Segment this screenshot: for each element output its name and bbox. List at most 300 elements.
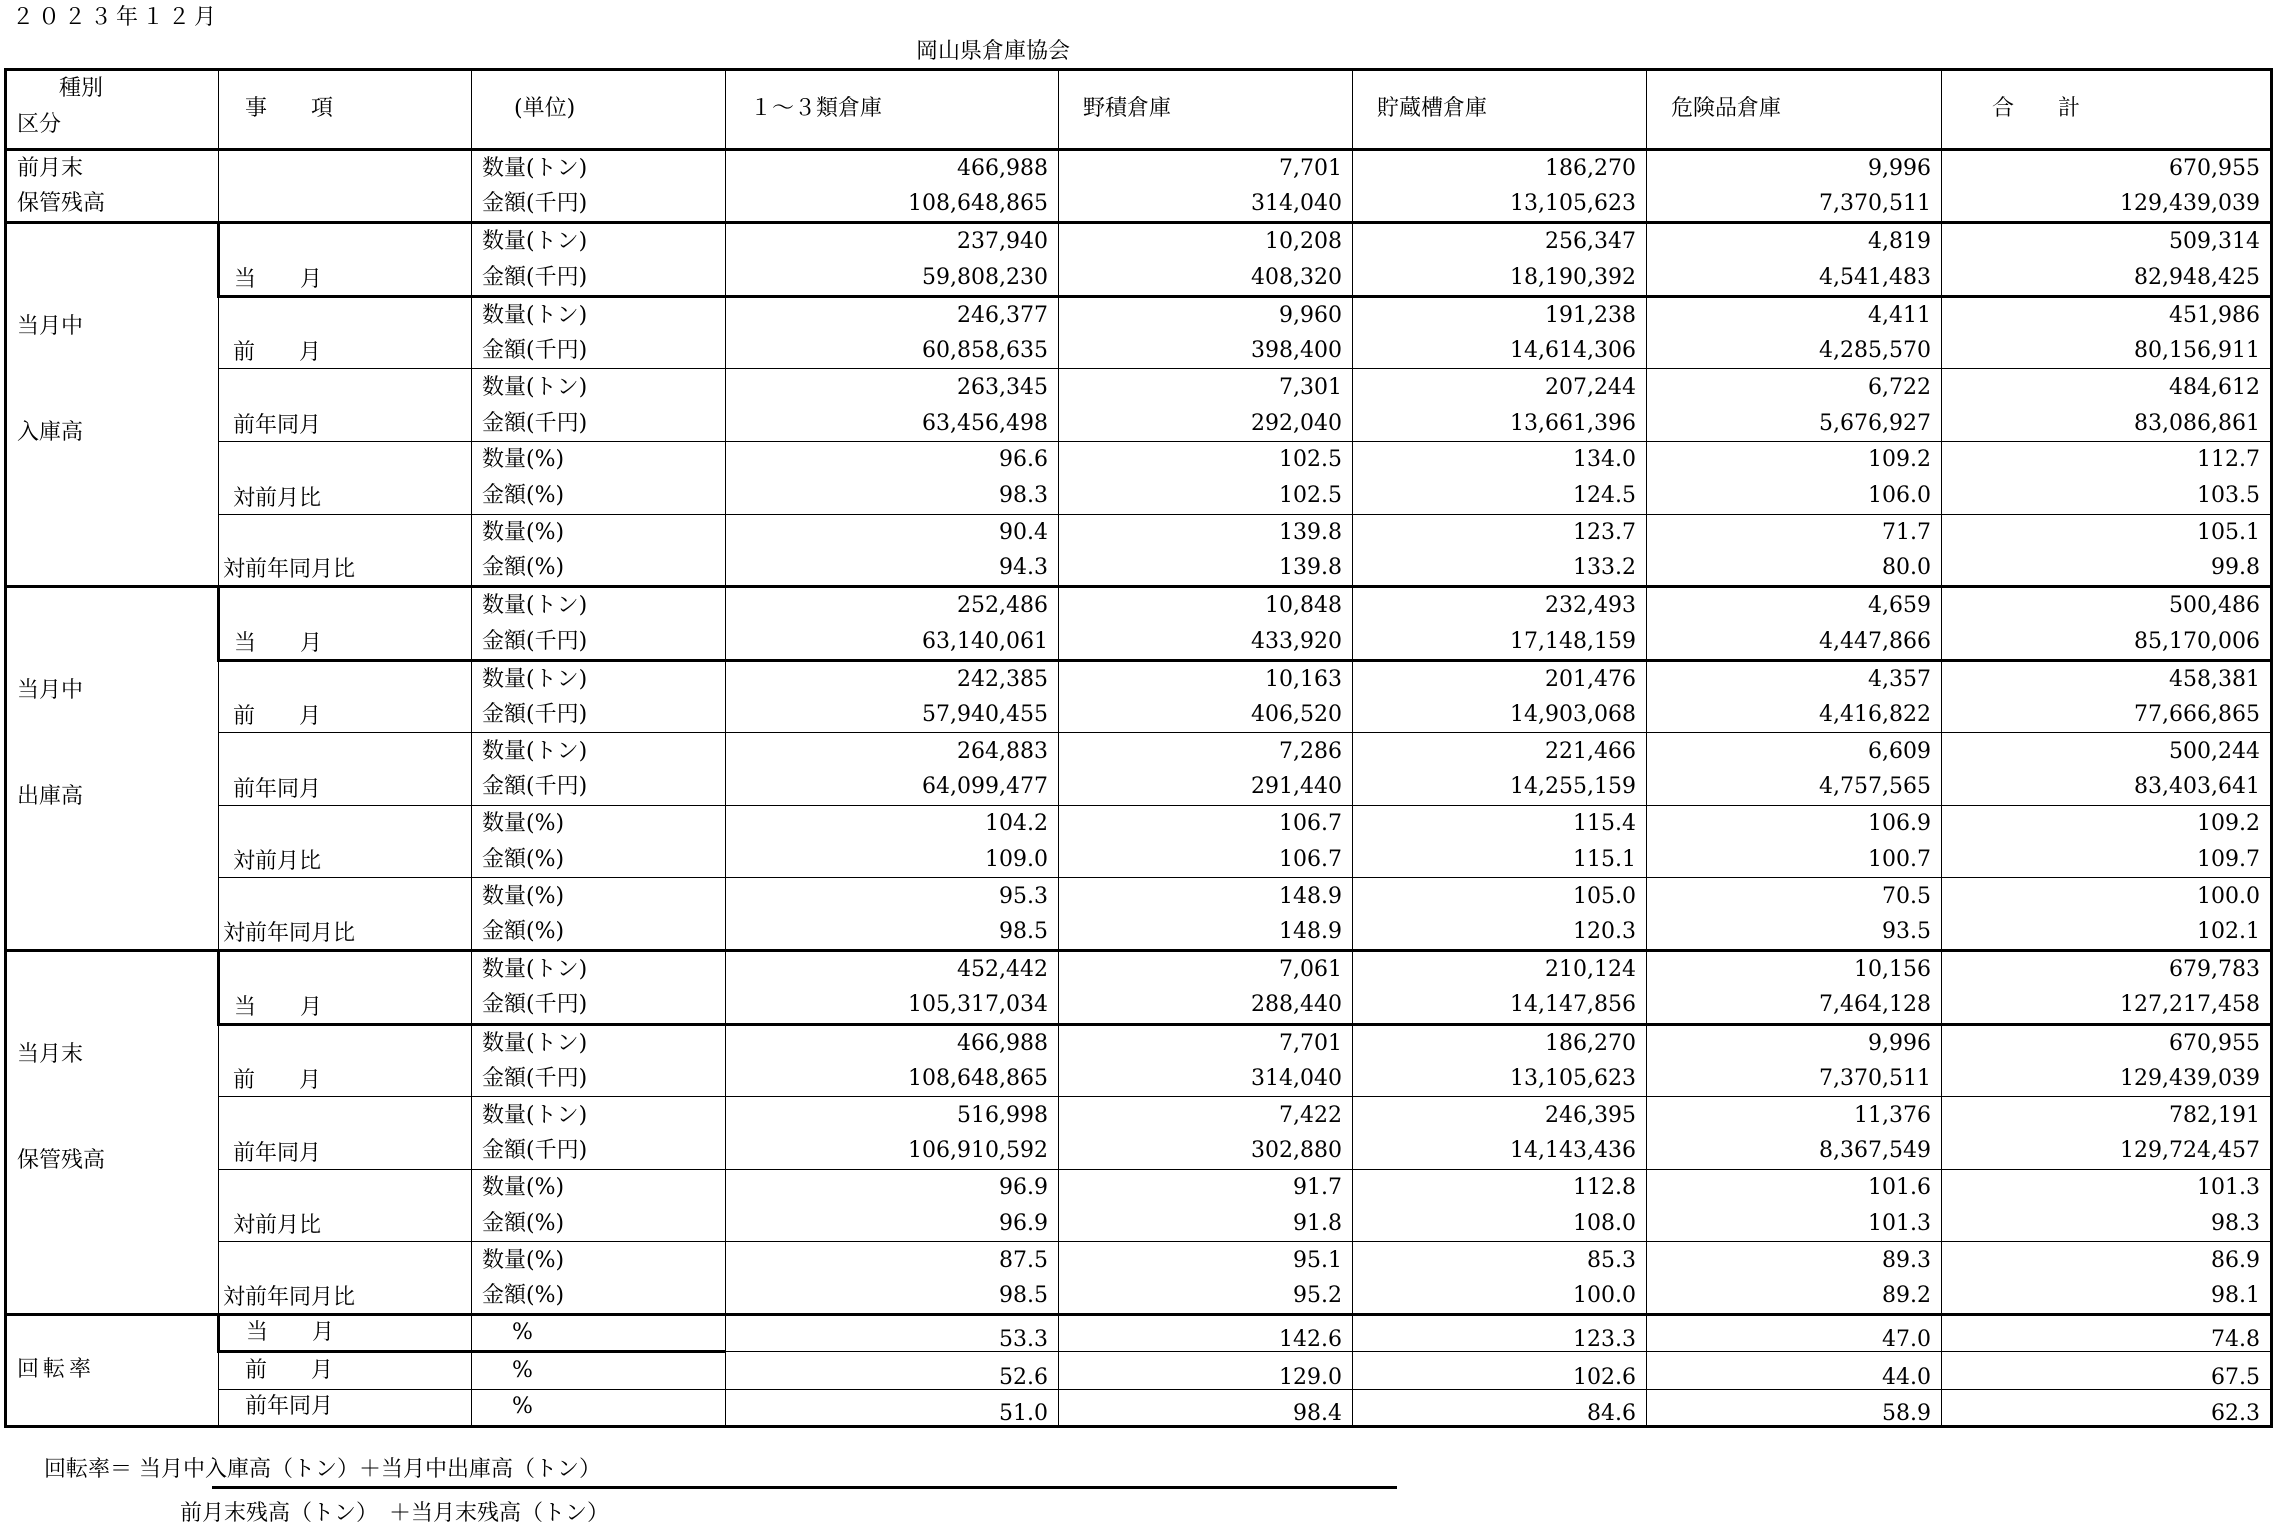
value-cell (1059, 369, 1353, 442)
value-line-1: 前月末 (17, 155, 84, 181)
value-cell (1942, 1169, 2272, 1242)
value-line-2: 14,143,436 (1510, 1138, 1636, 1164)
header-col-3 (1647, 70, 1942, 150)
value-line-2: 80,156,911 (2134, 338, 2260, 364)
item-label-text: 前 月 (233, 1068, 322, 1094)
value-line-2: 100.0 (1573, 1282, 1636, 1308)
header-col-label: １～３類倉庫 (750, 96, 883, 122)
value-line-2: 101.3 (1868, 1210, 1931, 1236)
header-row (6, 70, 2272, 150)
value-line-1: 95.1 (1293, 1247, 1342, 1273)
value-line-1: 9,996 (1868, 155, 1931, 181)
turnover-item-text: 前 月 (245, 1357, 334, 1383)
header-col-label: 合 計 (1992, 96, 2081, 122)
value-line-1: 数量(%) (482, 447, 565, 473)
formula-numerator-line (44, 1452, 601, 1483)
unit-cell (472, 587, 726, 661)
value-cell (1942, 878, 2272, 951)
table-row (6, 733, 2272, 806)
value-line-2: 14,903,068 (1510, 702, 1636, 728)
value-line-1: 782,191 (2169, 1102, 2260, 1128)
value-line-2: 102.1 (2197, 918, 2260, 944)
value-line-2: 金額(千円) (482, 774, 588, 800)
value-line-2: 291,440 (1251, 774, 1342, 800)
value-cell (726, 514, 1059, 587)
header-kind-category (6, 70, 219, 150)
value-line-1: 210,124 (1545, 957, 1636, 983)
item-label (219, 1024, 472, 1097)
value-cell (1942, 1242, 2272, 1315)
warehouse-statistics-table (4, 68, 2273, 1428)
value-cell (726, 369, 1059, 442)
unit-cell (472, 1242, 726, 1315)
turnover-value (1059, 1352, 1353, 1389)
turnover-value (1647, 1314, 1942, 1351)
value-line-1: 91.7 (1293, 1175, 1342, 1201)
value-cell (1059, 223, 1353, 297)
value-cell (1059, 951, 1353, 1025)
turnover-value-text: 44.0 (1882, 1364, 1931, 1390)
value-line-2: 302,880 (1251, 1138, 1342, 1164)
header-col-label: 危険品倉庫 (1671, 96, 1782, 122)
table-row (6, 587, 2272, 661)
value-line-2: 94.3 (999, 554, 1048, 580)
value-line-1: 87.5 (999, 1247, 1048, 1273)
header-col-label: 野積倉庫 (1083, 96, 1172, 122)
value-cell (726, 660, 1059, 733)
item-label (219, 733, 472, 806)
unit-cell (472, 296, 726, 369)
value-line-1: 6,609 (1868, 738, 1931, 764)
value-line-2: 133.2 (1573, 554, 1636, 580)
value-line-1: 数量(トン) (482, 738, 588, 764)
value-line-2: 91.8 (1293, 1210, 1342, 1236)
value-line-2: 102.5 (1279, 483, 1342, 509)
association-name: 岡山県倉庫協会 (916, 39, 1071, 64)
value-cell (1353, 805, 1647, 878)
unit-cell (472, 1169, 726, 1242)
value-cell (1353, 223, 1647, 297)
value-cell (1647, 514, 1942, 587)
value-line-2: 288,440 (1251, 992, 1342, 1018)
value-line-2: 108,648,865 (908, 191, 1048, 217)
value-line-2: 398,400 (1251, 338, 1342, 364)
value-cell (1353, 1097, 1647, 1170)
value-line-1: 数量(トン) (482, 1102, 588, 1128)
value-cell (1059, 587, 1353, 661)
value-line-2: 金額(千円) (482, 264, 588, 290)
value-line-1: 10,208 (1265, 229, 1342, 255)
value-line-2: 金額(%) (482, 554, 565, 580)
value-cell (1059, 1169, 1353, 1242)
value-line-2: 100.7 (1868, 847, 1931, 873)
value-line-2: 18,190,392 (1510, 264, 1636, 290)
item-label (219, 1169, 472, 1242)
value-line-2: 120.3 (1573, 918, 1636, 944)
value-line-2: 106.0 (1868, 483, 1931, 509)
item-label-text: 当 月 (234, 630, 323, 656)
value-line-1: 106.7 (1279, 811, 1342, 837)
value-cell (1353, 149, 1647, 223)
value-line-2: 98.1 (2211, 1282, 2260, 1308)
value-line-2: 98.3 (2211, 1210, 2260, 1236)
item-label-text: 対前月比 (233, 849, 322, 875)
turnover-row (6, 1389, 2272, 1426)
value-line-1: 466,988 (957, 155, 1048, 181)
value-line-1: 201,476 (1545, 666, 1636, 692)
value-line-1: 232,493 (1545, 593, 1636, 619)
table-row (6, 223, 2272, 297)
value-line-1: 458,381 (2169, 666, 2260, 692)
value-line-1: 670,955 (2169, 155, 2260, 181)
header-col-4 (1942, 70, 2272, 150)
unit-cell (472, 951, 726, 1025)
value-line-1: 9,960 (1279, 302, 1342, 328)
value-cell (1942, 149, 2272, 223)
item-label-text: 前 月 (233, 704, 322, 730)
value-line-1: 484,612 (2169, 374, 2260, 400)
turnover-value (1353, 1314, 1647, 1351)
value-cell (1059, 1242, 1353, 1315)
value-line-2: 103.5 (2197, 483, 2260, 509)
turnover-value-text: 98.4 (1293, 1401, 1342, 1426)
prev-month-end-label (6, 149, 219, 223)
value-line-1: 112.8 (1573, 1175, 1636, 1201)
header-category: 区分 (17, 112, 62, 138)
value-line-1: 100.0 (2197, 883, 2260, 909)
value-line-2: 57,940,455 (922, 702, 1048, 728)
value-line-2: 4,447,866 (1819, 628, 1931, 654)
value-cell (1647, 1242, 1942, 1315)
value-line-1: 4,357 (1868, 666, 1931, 692)
value-cell (1942, 951, 2272, 1025)
value-line-1: 670,955 (2169, 1030, 2260, 1056)
turnover-value-text: 74.8 (2211, 1327, 2260, 1352)
item-label (219, 878, 472, 951)
value-line-2: 82,948,425 (2134, 264, 2260, 290)
unit-cell (472, 805, 726, 878)
value-cell (1647, 805, 1942, 878)
value-line-2: 金額(千円) (482, 992, 588, 1018)
turnover-unit-text: % (512, 1357, 533, 1383)
item-label-text: 前年同月 (233, 776, 322, 802)
value-line-2: 金額(千円) (482, 702, 588, 728)
value-line-2: 98.5 (999, 918, 1048, 944)
value-cell (1647, 733, 1942, 806)
value-cell (1647, 369, 1942, 442)
value-cell (1647, 441, 1942, 514)
value-line-1: 109.2 (2197, 811, 2260, 837)
turnover-value (1059, 1314, 1353, 1351)
section-label-text: 出庫高 (17, 784, 84, 810)
table-row (6, 369, 2272, 442)
value-line-2: 金額(%) (482, 847, 565, 873)
value-line-1: 85.3 (1587, 1247, 1636, 1273)
value-cell (1942, 805, 2272, 878)
formula-numerator: 当月中入庫高（トン）＋当月中出庫高（トン） (139, 1457, 602, 1482)
value-line-2: 83,086,861 (2134, 410, 2260, 436)
value-cell (1647, 660, 1942, 733)
value-line-2: 59,808,230 (922, 264, 1048, 290)
item-label-text: 当 月 (234, 994, 323, 1020)
turnover-formula (44, 1452, 610, 1526)
value-line-1: 207,244 (1545, 374, 1636, 400)
turnover-value (726, 1352, 1059, 1389)
header-item (219, 70, 472, 150)
value-line-2: 14,147,856 (1510, 992, 1636, 1018)
unit-cell (472, 733, 726, 806)
value-line-1: 101.6 (1868, 1175, 1931, 1201)
unit-cell (472, 878, 726, 951)
header-item-label: 事 項 (245, 96, 334, 122)
turnover-item (219, 1389, 472, 1426)
value-line-2: 93.5 (1882, 918, 1931, 944)
value-line-1: 451,986 (2169, 302, 2260, 328)
turnover-item-text: 前年同月 (245, 1394, 334, 1420)
value-line-1: 246,377 (957, 302, 1048, 328)
value-line-1: 500,244 (2169, 738, 2260, 764)
value-line-2: 77,666,865 (2134, 702, 2260, 728)
value-line-1: 10,156 (1854, 957, 1931, 983)
value-cell (1353, 441, 1647, 514)
unit-cell (472, 223, 726, 297)
table-row (6, 951, 2272, 1025)
item-label-text: 前年同月 (233, 412, 322, 438)
value-line-1: 104.2 (985, 811, 1048, 837)
header-kind: 種別 (59, 76, 104, 102)
value-cell (1059, 878, 1353, 951)
table-row (6, 1097, 2272, 1170)
value-line-2: 金額(%) (482, 1282, 565, 1308)
header-col-2 (1353, 70, 1647, 150)
value-line-1: 96.9 (999, 1175, 1048, 1201)
value-line-1: 242,385 (957, 666, 1048, 692)
value-line-1: 509,314 (2169, 229, 2260, 255)
value-cell (726, 951, 1059, 1025)
section-label-text: 保管残高 (17, 1148, 106, 1174)
value-line-1: 96.6 (999, 447, 1048, 473)
value-line-1: 90.4 (999, 519, 1048, 545)
value-line-1: 数量(トン) (482, 1030, 588, 1056)
value-line-2: 金額(千円) (482, 338, 588, 364)
value-cell (1059, 149, 1353, 223)
value-line-1: 221,466 (1545, 738, 1636, 764)
value-line-1: 191,238 (1545, 302, 1636, 328)
value-line-2: 105,317,034 (908, 992, 1048, 1018)
value-line-2: 292,040 (1251, 410, 1342, 436)
value-line-1: 256,347 (1545, 229, 1636, 255)
value-cell (1942, 660, 2272, 733)
turnover-unit (472, 1314, 726, 1351)
turnover-label (6, 1314, 219, 1426)
value-cell (726, 1169, 1059, 1242)
value-cell (1942, 1097, 2272, 1170)
value-line-2: 109.0 (985, 847, 1048, 873)
table-row (6, 660, 2272, 733)
turnover-value-text: 129.0 (1279, 1364, 1342, 1390)
header-col-label: 貯蔵槽倉庫 (1377, 96, 1488, 122)
value-line-2: 80.0 (1882, 554, 1931, 580)
value-cell (726, 441, 1059, 514)
value-line-1: 263,345 (957, 374, 1048, 400)
value-cell (1353, 951, 1647, 1025)
value-line-2: 109.7 (2197, 847, 2260, 873)
value-cell (1059, 441, 1353, 514)
value-line-2: 83,403,641 (2134, 774, 2260, 800)
item-label-text: 対前月比 (233, 1213, 322, 1239)
section-label-text: 当月中 (17, 314, 84, 340)
value-cell (1353, 296, 1647, 369)
value-cell (1353, 660, 1647, 733)
value-line-1: 数量(トン) (482, 593, 588, 619)
value-line-1: 264,883 (957, 738, 1048, 764)
value-line-1: 123.7 (1573, 519, 1636, 545)
value-line-1: 71.7 (1882, 519, 1931, 545)
value-line-2: 314,040 (1251, 191, 1342, 217)
header-col-0 (726, 70, 1059, 150)
report-date: ２０２３年１２月 (12, 5, 221, 30)
value-line-2: 64,099,477 (922, 774, 1048, 800)
value-line-1: 数量(%) (482, 1175, 565, 1201)
turnover-row (6, 1352, 2272, 1389)
value-line-2: 金額(千円) (482, 191, 588, 217)
value-line-2: 98.3 (999, 483, 1048, 509)
table-row (6, 296, 2272, 369)
value-line-2: 96.9 (999, 1210, 1048, 1236)
value-line-1: 89.3 (1882, 1247, 1931, 1273)
value-line-1: 7,301 (1279, 374, 1342, 400)
value-line-1: 数量(%) (482, 519, 565, 545)
value-line-1: 数量(トン) (482, 374, 588, 400)
value-line-1: 10,163 (1265, 666, 1342, 692)
section-label-text: 当月中 (17, 678, 84, 704)
item-label (219, 441, 472, 514)
value-cell (1059, 660, 1353, 733)
value-line-1: 数量(トン) (482, 302, 588, 328)
turnover-value-text: 67.5 (2211, 1364, 2260, 1390)
header-unit (472, 70, 726, 150)
value-cell (726, 805, 1059, 878)
value-line-1: 86.9 (2211, 1247, 2260, 1273)
value-cell (1942, 733, 2272, 806)
turnover-value (1353, 1352, 1647, 1389)
value-cell (1942, 587, 2272, 661)
value-line-2: 106,910,592 (908, 1138, 1048, 1164)
unit-cell (472, 660, 726, 733)
value-cell (1942, 514, 2272, 587)
item-label-text: 対前年同月比 (223, 557, 356, 583)
value-line-1: 数量(%) (482, 883, 565, 909)
turnover-value-text: 58.9 (1882, 1401, 1931, 1426)
value-line-1: 109.2 (1868, 447, 1931, 473)
value-cell (726, 878, 1059, 951)
item-label (219, 951, 472, 1025)
value-line-1: 452,442 (957, 957, 1048, 983)
value-line-2: 13,105,623 (1510, 1066, 1636, 1092)
turnover-value (1647, 1389, 1942, 1426)
unit-cell (472, 441, 726, 514)
value-line-2: 4,416,822 (1819, 702, 1931, 728)
value-line-2: 98.5 (999, 1282, 1048, 1308)
value-cell (726, 1024, 1059, 1097)
value-line-2: 139.8 (1279, 554, 1342, 580)
value-line-2: 保管残高 (17, 191, 106, 217)
value-cell (1059, 514, 1353, 587)
table-row (6, 805, 2272, 878)
value-line-2: 85,170,006 (2134, 628, 2260, 654)
turnover-label-text: 回転率 (17, 1357, 96, 1383)
turnover-value (1942, 1389, 2272, 1426)
value-line-2: 106.7 (1279, 847, 1342, 873)
value-line-2: 127,217,458 (2120, 992, 2260, 1018)
value-cell (1059, 1097, 1353, 1170)
value-line-1: 数量(%) (482, 1247, 565, 1273)
value-line-2: 7,370,511 (1819, 1066, 1931, 1092)
item-label-text: 前 月 (233, 340, 322, 366)
value-line-1: 102.5 (1279, 447, 1342, 473)
formula-fraction-bar (212, 1486, 1397, 1489)
value-line-2: 7,370,511 (1819, 191, 1931, 217)
table-row (6, 1242, 2272, 1315)
value-line-1: 7,701 (1279, 155, 1342, 181)
turnover-item (219, 1314, 472, 1351)
value-line-2: 金額(%) (482, 1210, 565, 1236)
value-line-2: 17,148,159 (1510, 628, 1636, 654)
value-line-2: 4,285,570 (1819, 338, 1931, 364)
unit-cell (472, 149, 726, 223)
turnover-value-text: 84.6 (1587, 1401, 1636, 1426)
value-line-1: 186,270 (1545, 155, 1636, 181)
value-line-1: 7,422 (1279, 1102, 1342, 1128)
value-line-1: 679,783 (2169, 957, 2260, 983)
value-cell (1647, 296, 1942, 369)
table-body (6, 70, 2272, 1427)
value-cell (1942, 296, 2272, 369)
value-line-2: 13,105,623 (1510, 191, 1636, 217)
value-line-1: 134.0 (1573, 447, 1636, 473)
value-line-1: 7,061 (1279, 957, 1342, 983)
value-cell (726, 1242, 1059, 1315)
value-line-2: 13,661,396 (1510, 410, 1636, 436)
value-cell (1353, 369, 1647, 442)
turnover-unit-text: % (512, 1320, 533, 1346)
section-label-text: 当月末 (17, 1042, 84, 1068)
value-cell (726, 149, 1059, 223)
value-cell (1647, 878, 1942, 951)
table-row (6, 441, 2272, 514)
value-line-2: 4,541,483 (1819, 264, 1931, 290)
value-line-1: 516,998 (957, 1102, 1048, 1128)
unit-cell (472, 369, 726, 442)
value-line-1: 数量(トン) (482, 957, 588, 983)
table-row (6, 878, 2272, 951)
header-col-1 (1059, 70, 1353, 150)
turnover-value (1942, 1314, 2272, 1351)
value-line-1: 11,376 (1854, 1102, 1931, 1128)
item-label-text: 対前年同月比 (223, 1284, 356, 1310)
item-label (219, 369, 472, 442)
value-cell (1942, 441, 2272, 514)
value-line-1: 237,940 (957, 229, 1048, 255)
formula-lhs: 回転率＝ (44, 1457, 133, 1482)
value-line-1: 数量(%) (482, 811, 565, 837)
value-line-2: 95.2 (1293, 1282, 1342, 1308)
item-label (219, 296, 472, 369)
turnover-value (1647, 1352, 1942, 1389)
value-line-2: 129,439,039 (2120, 1066, 2260, 1092)
section-label-2 (6, 951, 219, 1315)
turnover-value-text: 123.3 (1573, 1327, 1636, 1352)
